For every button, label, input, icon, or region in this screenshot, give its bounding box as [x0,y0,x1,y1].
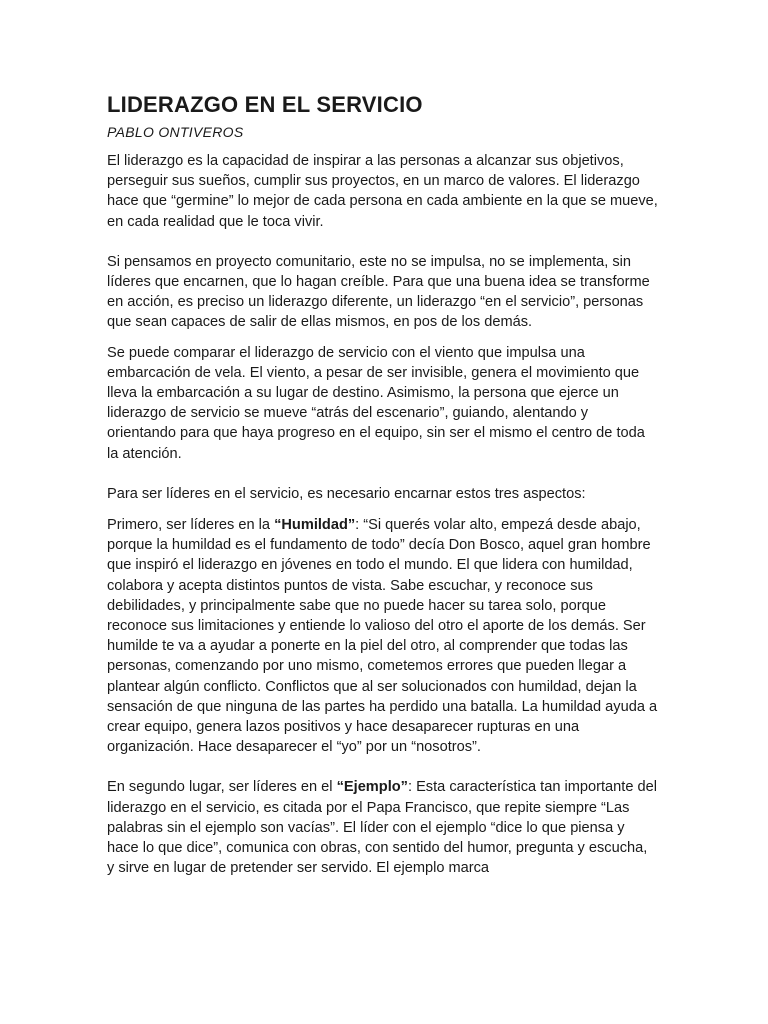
example-intro-text: En segundo lugar, ser líderes en el [107,779,337,796]
example-body-text: : Esta característica tan importante del liderazgo en el servicio, es citada por el Papa Francisco, que repite siempre “Las palabras sin el ejemplo son vacías”. El líder con el ejemplo “dice lo que piensa y hace lo que dice”, comunica con obras, con sentido del humor, pregunta y escucha, y sirve en lugar de pretender ser servido. El ejemplo marca [107,779,657,877]
paragraph-wind-comparison: Se puede comparar el liderazgo de servicio con el viento que impulsa una embarcación de vela. El viento, a pesar de ser invisible, genera el movimiento que lleva la embarcación a su lugar de destino. Asimismo, la persona que ejerce un liderazgo de servicio se mueve “atrás del escenario”, guiando, alentando y orientando para que haya progreso en el equipo, sin ser el mismo el centro de toda la atención. [107,344,645,462]
document-author: PABLO ONTIVEROS [107,124,244,140]
humility-intro-text: Primero, ser líderes en la [107,517,275,534]
paragraph-community-project: Si pensamos en proyecto comunitario, este no se impulsa, no se implementa, sin líderes que encarnen, que lo hagan creíble. Para que una buena idea se transforme en acción, es preciso un liderazgo diferente, un liderazgo “en el servicio”, personas que sean capaces de salir de ellas mismos, en pos de los demás. [107,253,650,331]
example-keyword: “Ejemplo” [336,779,408,796]
paragraph-intro: El liderazgo es la capacidad de inspirar a las personas a alcanzar sus objetivos, perseguir sus sueños, cumplir sus proyectos, en un marco de valores. El liderazgo hace que “germine” lo mejor de cada persona en cada ambiente en la que se mueve, en cada realidad que le toca vivir. [107,153,658,230]
paragraph-three-aspects: Para ser líderes en el servicio, es necesario encarnar estos tres aspectos: [107,485,586,502]
paragraph-humility [107,515,658,757]
document-title: LIDERAZGO EN EL SERVICIO [107,92,423,117]
paragraph-example [107,777,658,878]
humility-body-text: : “Si querés volar alto, empezá desde abajo, porque la humildad es el fundamento de todo” decía Don Bosco, aquel gran hombre que inspiró el liderazgo en jóvenes en todo el mundo. El que lidera con humildad, colabora y acepta distintos puntos de vista. Sabe escuchar, y reconoce sus debilidades, y principalmente sabe que no puede hacer su tarea solo, porque reconoce sus limitaciones y entiende lo valioso del otro el aporte de los demás. Ser humilde te va a ayudar a ponerte en la piel del otro, al comprender que todas las personas, comenzando por uno mismo, cometemos errores que pueden llegar a plantear algún conflicto. Conflictos que al ser solucionados con humildad, dejan la sensación de que ninguna de las partes ha perdido una batalla. La humildad ayuda a crear equipo, genera lazos positivos y hace desaparecer rupturas en una organización. Hace desaparecer el “yo” por un “nosotros”. [107,517,658,756]
humility-keyword: “Humildad” [274,517,356,534]
